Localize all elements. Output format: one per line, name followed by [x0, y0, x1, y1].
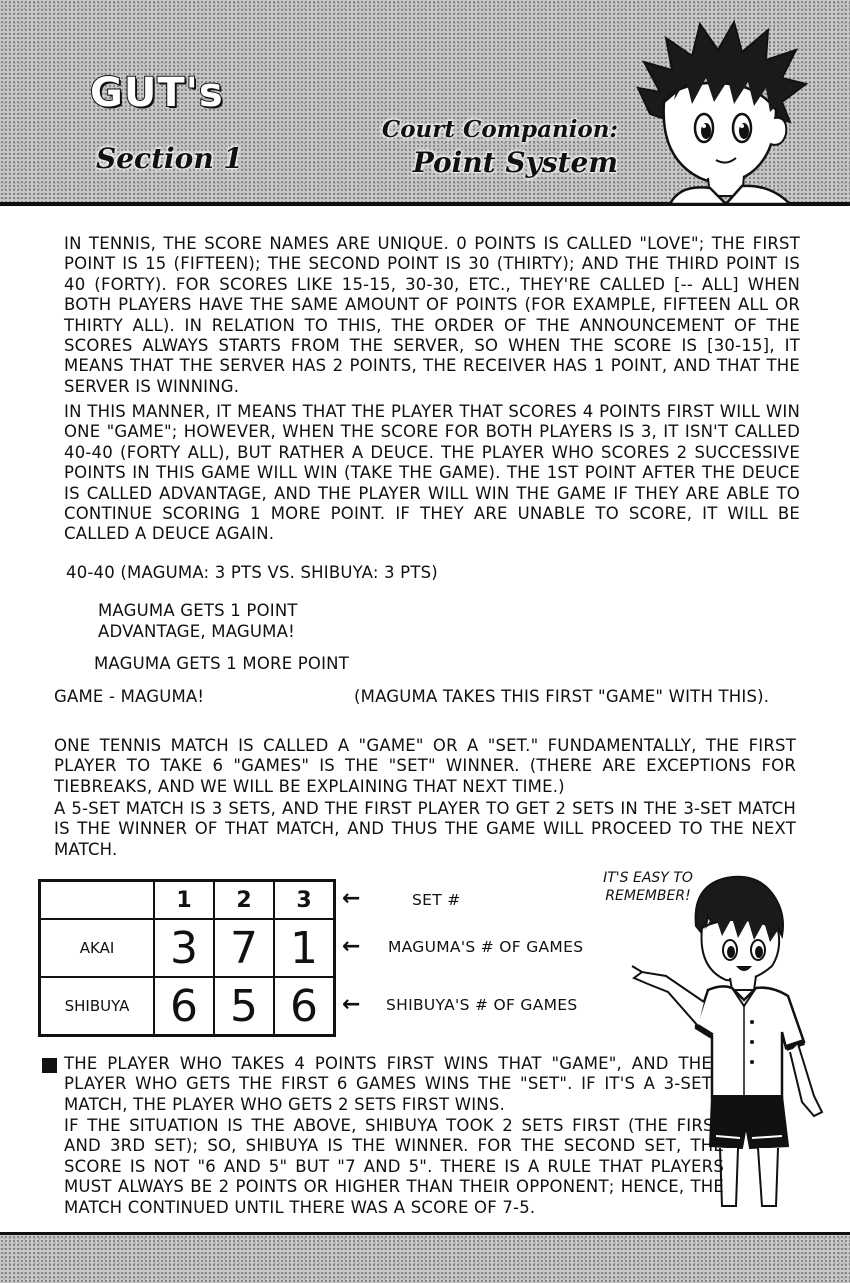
- set-number-cell: 1: [154, 881, 214, 920]
- example-line: ADVANTAGE, MAGUMA!: [98, 622, 295, 641]
- example-note: (MAGUMA TAKES THIS FIRST "GAME" WITH THIS).: [354, 687, 770, 706]
- bubble-line: IT'S EASY TO: [603, 870, 693, 886]
- player-name-cell: AKAI: [40, 919, 155, 977]
- table-corner-cell: [40, 881, 155, 920]
- set-number-cell: 2: [214, 881, 274, 920]
- set-paragraph: ONE TENNIS MATCH IS CALLED A "GAME" OR A "SET." FUNDAMENTALLY, THE FIRST PLAYER TO TAKE 6 "GAMES" IS THE "SET" WINNER. (THERE ARE EXCEPTIONS FOR TIEBREAKS, AND WE WILL BE EXPLAINING THAT NEXT TIME.): [54, 736, 796, 796]
- games-cell: 7: [214, 919, 274, 977]
- games-cell: 1: [274, 919, 335, 977]
- match-paragraph: A 5-SET MATCH IS 3 SETS, AND THE FIRST PLAYER TO GET 2 SETS IN THE 3-SET MATCH IS THE WINNER OF THAT MATCH, AND THUS THE GAME WILL PROCEED TO THE NEXT MATCH.: [54, 799, 796, 859]
- table-row: [40, 919, 335, 977]
- set-number-cell: 3: [274, 881, 335, 920]
- table-row: [40, 977, 335, 1036]
- games-cell: 6: [154, 977, 214, 1036]
- games-cell: 5: [214, 977, 274, 1036]
- page-title: GUT's: [90, 70, 224, 116]
- example-line: MAGUMA GETS 1 MORE POINT: [94, 654, 349, 673]
- left-arrow-icon: ←: [342, 992, 361, 1017]
- legend-shibuya: SHIBUYA'S # OF GAMES: [386, 996, 578, 1014]
- deuce-paragraph: IN THIS MANNER, IT MEANS THAT THE PLAYER THAT SCORES 4 POINTS FIRST WILL WIN ONE "GAME"; HOWEVER, WHEN THE SCORE FOR BOTH PLAYERS IS 3, IT ISN'T CALLED 40-40 (FORTY ALL), BUT RATHER A DEUCE. THE PLAYER WHO SCORES 2 SUCCESSIVE POINTS IN THIS GAME WILL WIN (TAKE THE GAME). THE 1ST POINT AFTER THE DEUCE IS CALLED ADVANTAGE, AND THE PLAYER WILL WIN THE GAME IF THEY ARE ABLE TO CONTINUE SCORING 1 MORE POINT. IF THEY ARE UNABLE TO SCORE, IT WILL BE CALLED A DEUCE AGAIN.: [64, 402, 800, 544]
- summary-paragraph: THE PLAYER WHO TAKES 4 POINTS FIRST WINS THAT "GAME", AND THE PLAYER WHO GETS THE FIRST 6 GAMES WINS THE "SET". IF IT'S A 3-SET MATCH, THE PLAYER WHO GETS 2 SETS FIRST WINS.: [64, 1054, 712, 1114]
- bubble-line: REMEMBER!: [605, 888, 691, 904]
- games-cell: 3: [154, 919, 214, 977]
- footer-banner: [0, 1232, 850, 1283]
- score-table: [38, 879, 336, 1037]
- left-arrow-icon: ←: [342, 886, 361, 911]
- games-cell: 6: [274, 977, 335, 1036]
- example-heading: 40-40 (MAGUMA: 3 PTS VS. SHIBUYA: 3 PTS): [66, 563, 438, 582]
- square-bullet-icon: [42, 1058, 57, 1073]
- legend-maguma: MAGUMA'S # OF GAMES: [388, 938, 584, 956]
- example-game-line: GAME - MAGUMA!: [54, 687, 205, 706]
- boy-portrait-icon: [630, 18, 810, 204]
- header-banner: [0, 0, 850, 206]
- legend-set: SET #: [412, 891, 461, 909]
- intro-paragraph: IN TENNIS, THE SCORE NAMES ARE UNIQUE. 0 POINTS IS CALLED "LOVE"; THE FIRST POINT IS 15 (FIFTEEN); THE SECOND POINT IS 30 (THIRTY); AND THE THIRD POINT IS 40 (FORTY). FOR SCORES LIKE 15-15, 30-30, ETC., THEY'RE CALLED [-- ALL] WHEN BOTH PLAYERS HAVE THE SAME AMOUNT OF POINTS (FOR EXAMPLE, FIFTEEN ALL OR THIRTY ALL). IN RELATION TO THIS, THE ORDER OF THE ANNOUNCEMENT OF THE SCORES ALWAYS STARTS FROM THE SERVER, SO WHEN THE SCORE IS [30-15], IT MEANS THAT THE SERVER HAS 2 POINTS, THE RECEIVER HAS 1 POINT, AND THAT THE SERVER IS WINNING.: [64, 234, 800, 396]
- section-label: Section 1: [96, 142, 243, 175]
- companion-subtitle: Point System: [412, 146, 618, 179]
- example-explanation-paragraph: IF THE SITUATION IS THE ABOVE, SHIBUYA TOOK 2 SETS FIRST (THE FIRST AND 3RD SET); SO, SHIBUYA IS THE WINNER. FOR THE SECOND SET, THE SCORE IS NOT "6 AND 5" BUT "7 AND 5". THERE IS A RULE THAT PLAYERS MUST ALWAYS BE 2 POINTS OR HIGHER THAN THEIR OPPONENT; HENCE, THE MATCH CONTINUED UNTIL THERE WAS A SCORE OF 7-5.: [64, 1116, 724, 1217]
- example-line: MAGUMA GETS 1 POINT: [98, 601, 298, 620]
- player-name-cell: SHIBUYA: [40, 977, 155, 1036]
- left-arrow-icon: ←: [342, 934, 361, 959]
- table-header-row: [40, 881, 335, 920]
- companion-title: Court Companion:: [381, 116, 618, 143]
